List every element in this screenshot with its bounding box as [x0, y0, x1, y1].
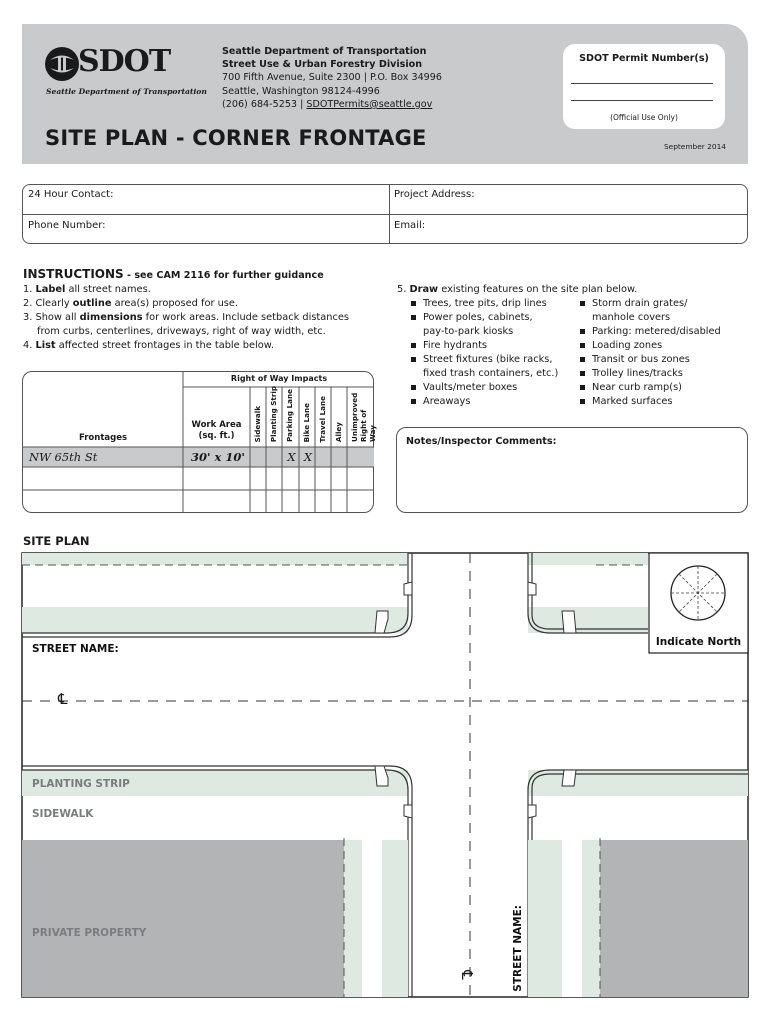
feature-text: pay-to-park kiosks [423, 326, 514, 337]
project-address-field[interactable]: Project Address: [394, 189, 475, 200]
work-area-unit: (sq. ft.) [198, 431, 235, 441]
row-3-frontage[interactable] [29, 493, 179, 511]
official-use-label: (Official Use Only) [610, 113, 678, 122]
feature-text: Fire hydrants [423, 340, 488, 351]
feature-text: manhole covers [592, 312, 671, 323]
instruction-num: 2. [23, 298, 33, 309]
contact-divider-v [389, 184, 390, 244]
instruction-text: area(s) proposed for use. [111, 298, 239, 309]
permit-line-1[interactable] [571, 83, 713, 84]
instruction-1 [23, 283, 393, 297]
bullet-icon [580, 357, 585, 362]
feature-text: Loading zones [592, 340, 663, 351]
instruction-bold: Draw [409, 284, 439, 295]
street-name-vertical[interactable]: STREET NAME: [512, 905, 524, 992]
feature-item [411, 353, 581, 367]
instruction-text: Clearly [35, 298, 73, 309]
bullet-icon [580, 329, 585, 334]
permit-line-2[interactable] [571, 100, 713, 101]
feature-text: Vaults/meter boxes [423, 382, 518, 393]
sidewalk-label: SIDEWALK [32, 808, 94, 820]
phone-number-field[interactable]: Phone Number: [28, 220, 106, 231]
instructions-heading: INSTRUCTIONS [23, 267, 124, 281]
feature-item [580, 311, 750, 325]
bullet-icon [580, 399, 585, 404]
instruction-text: all street names. [65, 284, 151, 295]
instruction-text: Show all [35, 312, 80, 323]
row-1-area[interactable]: 30' x 10' [191, 450, 245, 464]
col-planting-strip: Planting Strip [269, 385, 278, 442]
instruction-num: 5. [397, 284, 407, 295]
row-impacts-table [22, 371, 377, 513]
col-sidewalk: Sidewalk [253, 405, 262, 442]
feature-item [580, 297, 750, 311]
feature-item [411, 311, 581, 325]
feature-item [411, 325, 581, 339]
row-impacts-header: Right of Way Impacts [230, 374, 328, 383]
col-parking-lane: Parking Lane [285, 389, 294, 442]
row-2-frontage[interactable] [29, 471, 179, 489]
centerline-symbol-v: ℄ [457, 970, 476, 980]
features-left-list [411, 297, 581, 409]
instructions-title [23, 267, 324, 281]
features-right-list [580, 297, 750, 409]
street-name-horizontal[interactable]: STREET NAME: [32, 643, 119, 655]
frontages-header: Frontages [78, 433, 128, 443]
feature-text: Marked surfaces [592, 396, 673, 407]
col-alley: Alley [334, 421, 343, 442]
bullet-icon [411, 343, 416, 348]
bullet-icon [411, 357, 416, 362]
contact-divider-h [22, 214, 748, 215]
feature-text: Power poles, cabinets, [423, 312, 533, 323]
instruction-text: affected street frontages in the table below. [55, 340, 274, 351]
instruction-num: 1. [23, 284, 33, 295]
bullet-icon [411, 315, 416, 320]
feature-text: fixed trash containers, etc.) [423, 368, 559, 379]
notes-title: Notes/Inspector Comments: [406, 436, 557, 447]
row-1-bike-mark[interactable]: X [303, 450, 313, 464]
instruction-bold: dimensions [79, 312, 143, 323]
instruction-bold: List [35, 340, 56, 351]
centerline-symbol-h: ℄ [58, 690, 68, 708]
feature-item [580, 353, 750, 367]
feature-item [580, 339, 750, 353]
feature-item [411, 395, 581, 409]
col-bike-lane: Bike Lane [302, 402, 311, 442]
feature-item [580, 367, 750, 381]
instructions-list [23, 283, 393, 353]
instruction-bold: Label [35, 284, 66, 295]
feature-item [580, 395, 750, 409]
bullet-icon [580, 301, 585, 306]
instruction-bold: outline [72, 298, 112, 309]
address-line-2: Seattle, Washington 98124-4996 [222, 85, 380, 97]
site-plan-title: SITE PLAN [23, 534, 90, 548]
instruction-num: 3. [23, 312, 33, 323]
feature-text: Storm drain grates/ [592, 298, 688, 309]
instruction-text: for work areas. Include setback distances [142, 312, 350, 323]
contact-line [222, 98, 442, 111]
permit-label: SDOT Permit Number(s) [579, 53, 709, 64]
planting-strip-label: PLANTING STRIP [32, 778, 130, 790]
feature-text: Transit or bus zones [592, 354, 690, 365]
col-travel-lane: Travel Lane [318, 395, 327, 442]
contact-24-field[interactable]: 24 Hour Contact: [28, 189, 114, 200]
division-name: Street Use & Urban Forestry Division [222, 59, 423, 71]
form-date: September 2014 [663, 142, 726, 151]
bullet-icon [580, 385, 585, 390]
feature-item [411, 297, 581, 311]
instruction-5 [397, 283, 637, 297]
logo-subtitle: Seattle Department of Transportation [46, 87, 207, 96]
feature-item [411, 339, 581, 353]
address-line-1: 700 Fifth Avenue, Suite 2300 | P.O. Box 34996 [222, 72, 442, 84]
feature-text: Near curb ramp(s) [592, 382, 682, 393]
email-field[interactable]: Email: [394, 220, 426, 231]
phone-text: (206) 684-5253 | [222, 98, 304, 110]
page-title: SITE PLAN - CORNER FRONTAGE [45, 126, 427, 150]
feature-text: Parking: metered/disabled [592, 326, 721, 337]
sdot-logo-icon [44, 45, 80, 83]
instruction-3 [23, 311, 393, 325]
feature-item [411, 367, 581, 381]
indicate-north-label: Indicate North [655, 636, 742, 648]
instruction-4 [23, 339, 393, 353]
instructions-subtitle: - see CAM 2116 for further guidance [123, 270, 324, 281]
row-1-parking-mark[interactable]: X [287, 450, 296, 464]
feature-item [580, 381, 750, 395]
instruction-2 [23, 297, 393, 311]
instruction-text: existing features on the site plan below. [438, 284, 638, 295]
work-area-header [183, 420, 250, 442]
dept-name: Seattle Department of Transportation [222, 46, 427, 57]
feature-text: Trolley lines/tracks [592, 368, 683, 379]
bullet-icon [411, 301, 416, 306]
department-info [222, 45, 442, 111]
work-area-label: Work Area [191, 420, 242, 430]
feature-item [411, 381, 581, 395]
bullet-icon [411, 399, 416, 404]
north-compass-icon[interactable] [668, 563, 728, 623]
email-link[interactable]: SDOTPermits@seattle.gov [306, 98, 433, 110]
instruction-num: 4. [23, 340, 33, 351]
bullet-icon [411, 385, 416, 390]
feature-item [580, 325, 750, 339]
feature-text: Trees, tree pits, drip lines [423, 298, 547, 309]
row-1-frontage[interactable]: NW 65th St [29, 450, 98, 464]
col-unimproved: Unimproved Right of Way [350, 392, 377, 442]
feature-text: Street fixtures (bike racks, [423, 354, 553, 365]
logo-text: SDOT [78, 44, 171, 79]
bullet-icon [580, 343, 585, 348]
private-property-label: PRIVATE PROPERTY [32, 927, 147, 939]
instruction-3-cont: from curbs, centerlines, driveways, right of way width, etc. [37, 326, 326, 337]
feature-text: Areaways [423, 396, 471, 407]
bullet-icon [580, 371, 585, 376]
